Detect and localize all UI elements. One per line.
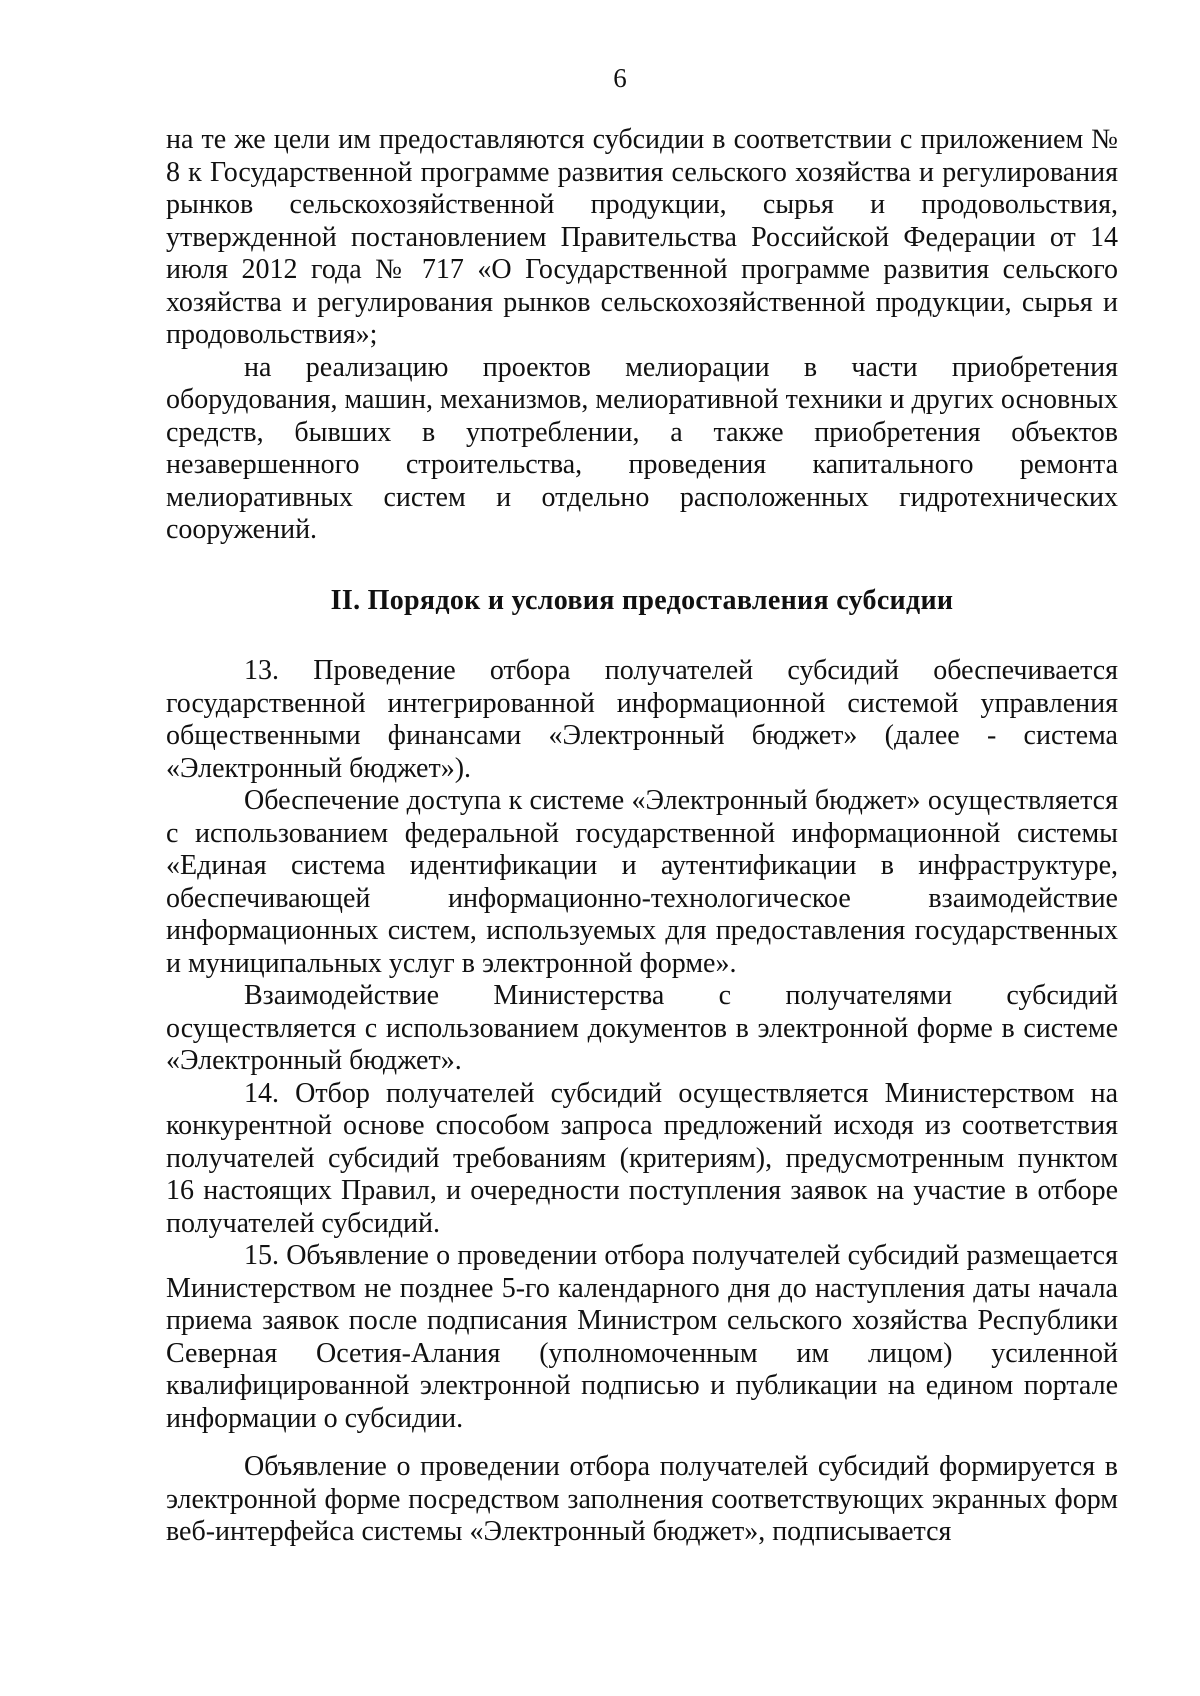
paragraph-14: 14. Отбор получателей субсидий осуществляется Министерством на конкурентной основе способом запроса предложений исходя из соответствия получателей субсидий требованиям (критериям), предусмотренным пунктом 16 настоящих Правил, и очередности поступления заявок на участие в отборе получателей субсидий. <box>166 1077 1118 1239</box>
paragraph-melioration: на реализацию проектов мелиорации в части приобретения оборудования, машин, механизмов, мелиоративной техники и других основных средств, бывших в употреблении, а также приобретения объектов незавершенного строительства, проведения капитального ремонта мелиоративных систем и отдельно расположенных гидротехнических сооружений. <box>166 351 1118 545</box>
paragraph-continuation: на те же цели им предоставляются субсидии в соответствии с приложением № 8 к Государственной программе развития сельского хозяйства и регулирования рынков сельскохозяйственной продукции, сырья и продовольствия, утвержденной постановлением Правительства Российской Федерации от 14 июля 2012 года № 717 «О Государственной программе развития сельского хозяйства и регулирования рынков сельскохозяйственной продукции, сырья и продовольствия»; <box>166 124 1118 350</box>
paragraph-13: 13. Проведение отбора получателей субсидий обеспечивается государственной интегрированной информационной системой управления общественными финансами «Электронный бюджет» (далее - система «Электронный бюджет»). <box>166 655 1118 784</box>
document-body <box>166 124 1118 1549</box>
page-number: 6 <box>613 63 627 93</box>
section-heading: II. Порядок и условия предоставления субсидии <box>330 584 954 616</box>
paragraph-15: 15. Объявление о проведении отбора получателей субсидий размещается Министерством не позднее 5-го календарного дня до наступления даты начала приема заявок после подписания Министром сельского хозяйства Республики Северная Осетия-Алания (уполномоченным им лицом) усиленной квалифицированной электронной подписью и публикации на едином портале информации о субсидии. <box>166 1240 1118 1434</box>
paragraph-announcement: Объявление о проведении отбора получателей субсидий формируется в электронной форме посредством заполнения соответствующих экранных форм веб-интерфейса системы «Электронный бюджет», подписывается <box>166 1451 1118 1547</box>
paragraph-interaction: Взаимодействие Министерства с получателями субсидий осуществляется с использованием документов в электронной форме в системе «Электронный бюджет». <box>166 980 1118 1076</box>
paragraph-access: Обеспечение доступа к системе «Электронный бюджет» осуществляется с использованием федеральной государственной информационной системы «Единая система идентификации и аутентификации в инфраструктуре, обеспечивающей информационно-технологическое взаимодействие информационных систем, используемых для предоставления государственных и муниципальных услуг в электронной форме». <box>166 785 1118 979</box>
